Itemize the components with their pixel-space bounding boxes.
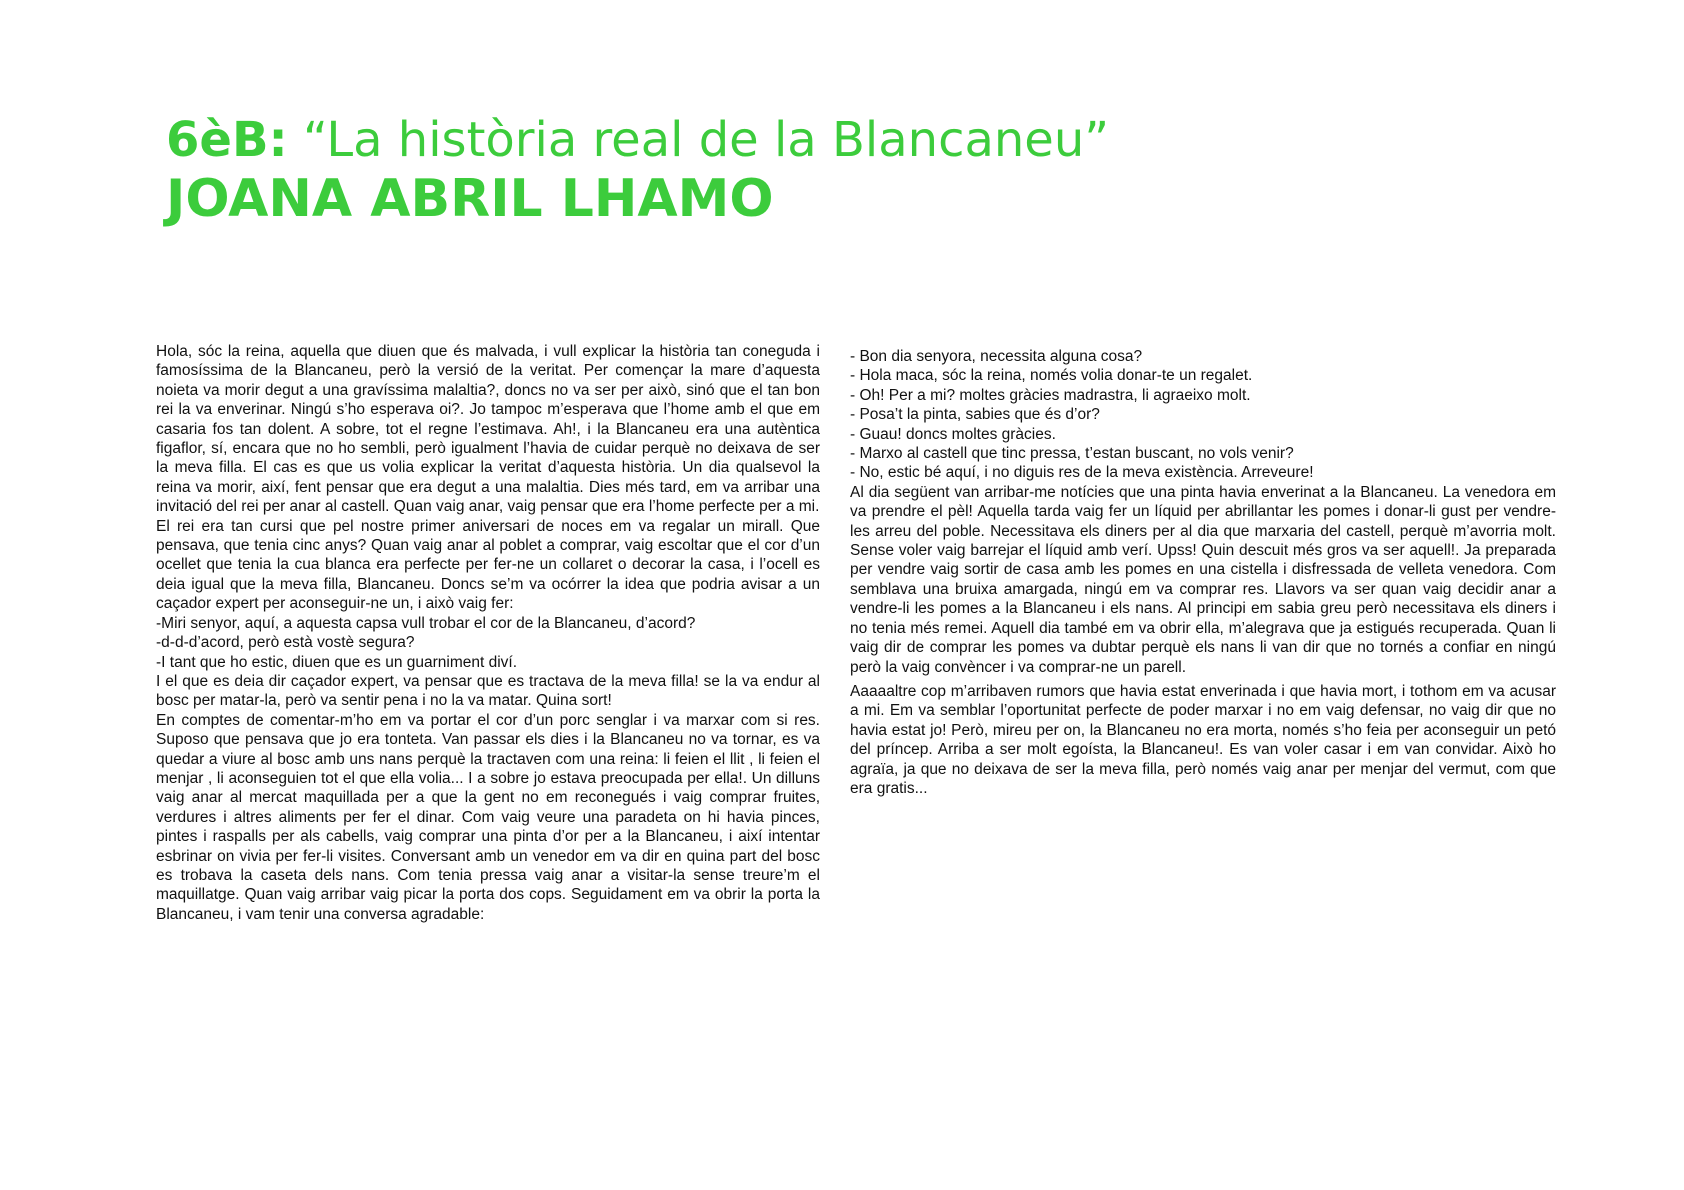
- right-paragraph: Al dia següent van arribar-me notícies que una pinta havia enverinat a la Blancaneu. La venedora em va prendre el pèl! Aquella tarda vaig fer un líquid per abrillantar les pomes i donar-li gust per vendre-les arreu del poble. Necessitava els diners per al dia que marxaria del castell, perquè m’avorria molt. Sense voler vaig barrejar el líquid amb verí. Upss! Quin descuit més gros va ser aquell!. Ja preparada per vendre vaig sortir de casa amb les pomes en una cistella i disfressada de velleta venedora. Com semblava una bruixa amargada, ningú em va comprar res. Llavors va ser quan vaig decidir anar a vendre-li les pomes a la Blancaneu i els nans. Al principi em sabia greu però necessitava els diners i no tenia més remei. Aquell dia també em va obrir ella, m’alegrava que ja estigués recuperada. Quan li vaig dir de comprar les pomes va dubtar perquè els nans li van dir que no tornés a confiar en ningú però la vaig convèncer i va comprar-ne un parell.: [850, 483, 1556, 676]
- left-paragraph: -I tant que ho estic, diuen que es un guarniment diví.: [156, 653, 518, 671]
- left-text-column: [156, 342, 820, 924]
- title-line-1: [166, 112, 1466, 168]
- right-text-column: [850, 347, 1556, 798]
- dialogue-line: - Guau! doncs moltes gràcies.: [850, 425, 1056, 443]
- title-author: JOANA ABRIL LHAMO: [166, 169, 774, 229]
- left-paragraph: El rei era tan cursi que pel nostre primer aniversari de noces em va regalar un mirall. Que pensava, que tenia cinc anys? Quan vaig anar al poblet a comprar, vaig escoltar que el cor d’un ocellet que tenia la cua blanca era perfecte per fer-ne un collaret o decorar la casa, i l’ocell es deia igual que la meva filla, Blancaneu. Doncs se’m va ocórrer la idea que podria avisar a un caçador expert per aconseguir-ne un, i això vaig fer:: [156, 517, 820, 613]
- left-paragraph: Hola, sóc la reina, aquella que diuen que és malvada, i vull explicar la història tan coneguda i famosíssima de la Blancaneu, però la versió de la veritat. Per començar la mare d’aquesta noieta va morir degut a una gravíssima malaltia?, doncs no va ser per això, sinó que el tan bon rei la va enverinar. Ningú s’ho esperava oi?. Jo tampoc m’esperava que l’home amb el que em casaria fos tan dolent. A sobre, tot el regne l’estimava. Ah!, i la Blancaneu era una autèntica figaflor, sí, encara que no ho sembli, però igualment l’havia de cuidar perquè no deixava de ser la meva filla. El cas es que us volia explicar la veritat d’aquesta història. Un dia qualsevol la reina va morir, així, fent pensar que era degut a una malaltia. Dies més tard, em va arribar una invitació del rei per anar al castell. Quan vaig anar, vaig pensar que era l’home perfecte per a mi.: [156, 343, 820, 516]
- left-paragraph: I el que es deia dir caçador expert, va pensar que es tractava de la meva filla! se la va endur al bosc per matar-la, però va sentir pena i no la va matar. Quina sort!: [156, 672, 820, 710]
- left-paragraph: -d-d-d’acord, però està vostè segura?: [156, 634, 415, 652]
- left-paragraph: -Miri senyor, aquí, a aquesta capsa vull trobar el cor de la Blancaneu, d’acord?: [156, 614, 696, 632]
- dialogue-line: - Hola maca, sóc la reina, només volia donar-te un regalet.: [850, 367, 1253, 385]
- title-prefix: 6èB:: [166, 112, 288, 168]
- right-paragraph: Aaaaaltre cop m’arribaven rumors que havia estat enverinada i que havia mort, i tothom em va acusar a mi. Em va semblar l’oportunitat perfecte de poder marxar i no em vaig defensar, no vaig dir que no havia estat jo! Però, mireu per on, la Blancaneu no era morta, només s’ho feia per aconseguir un petó del príncep. Arriba a ser molt egoísta, la Blancaneu!. Es van voler casar i em van convidar. Això ho agraïa, ja que no deixava de ser la meva filla, però només vaig anar per menjar del vermut, com que era gratis...: [850, 682, 1556, 797]
- dialogue-line: - Posa’t la pinta, sabies que és d’or?: [850, 406, 1100, 424]
- title-block: [166, 112, 1466, 230]
- title-story-name: “La història real de la Blancaneu”: [287, 112, 1110, 168]
- left-paragraph: En comptes de comentar-m’ho em va portar el cor d’un porc senglar i va marxar com si res. Suposo que pensava que jo era tonteta. Van passar els dies i la Blancaneu no va tornar, es va quedar a viure al bosc amb uns nans perquè la tractaven com una reina: li feien el llit , li feien el menjar , li aconseguien tot el que ella volia... I a sobre jo estava preocupada per ella!. Un dilluns vaig anar al mercat maquillada per a que la gent no em reconegués i vaig comprar fruites, verdures i altres aliments per fer el dinar. Com vaig veure una paradeta on hi havia pinces, pintes i raspalls per als cabells, vaig comprar una pinta d’or per a la Blancaneu, i així intentar esbrinar on vivia per fer-li visites. Conversant amb un venedor em va dir en quina part del bosc es trobava la caseta dels nans. Com tenia pressa vaig anar a visitar-la sense treure’m el maquillatge. Quan vaig arribar vaig picar la porta dos cops. Seguidament em va obrir la porta la Blancaneu, i vam tenir una conversa agradable:: [156, 711, 820, 923]
- dialogue-line: - Marxo al castell que tinc pressa, t’estan buscant, no vols venir?: [850, 445, 1294, 463]
- dialogue-line: - Oh! Per a mi? moltes gràcies madrastra, li agraeixo molt.: [850, 386, 1251, 404]
- dialogue-line: - Bon dia senyora, necessita alguna cosa?: [850, 348, 1143, 365]
- dialogue-line: - No, estic bé aquí, i no diguis res de la meva existència. Arreveure!: [850, 464, 1314, 482]
